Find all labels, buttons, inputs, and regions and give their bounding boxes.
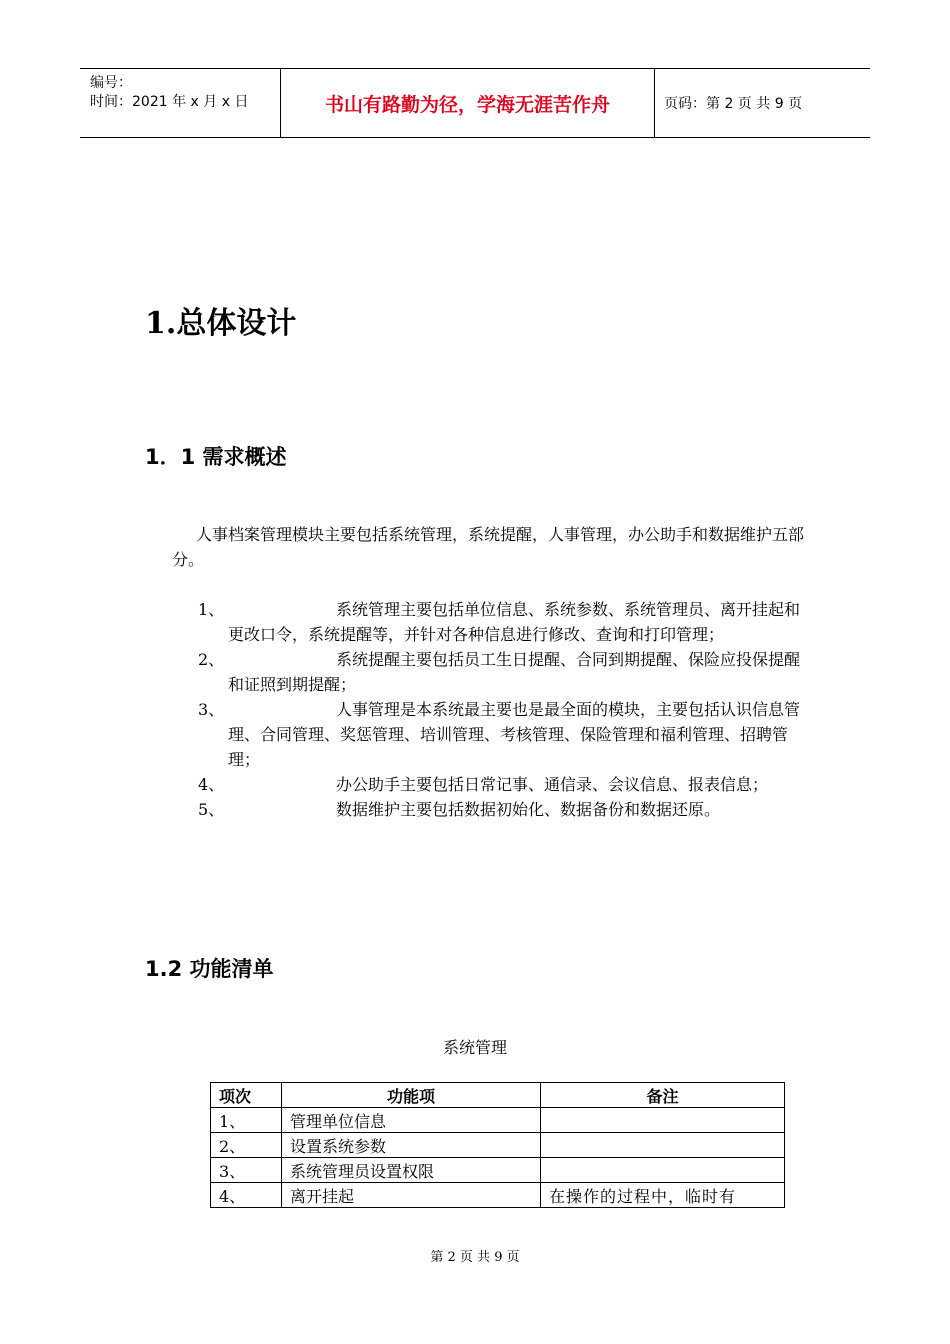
list-item-text: 系统管理主要包括单位信息、系统参数、系统管理员、离开挂起和更改口令，系统提醒等，并针对各种信息进行修改、查询和打印管理； xyxy=(228,600,801,644)
function-table xyxy=(210,1082,785,1208)
table-row xyxy=(211,1183,785,1208)
list-item xyxy=(198,772,812,797)
list-item xyxy=(198,647,812,697)
table-cell: 系统管理员设置权限 xyxy=(282,1158,541,1183)
list-item-text: 人事管理是本系统最主要也是最全面的模块，主要包括认识信息管理、合同管理、奖惩管理、培训管理、考核管理、保险管理和福利管理、招聘管理； xyxy=(228,700,801,769)
list-item-number: 5、 xyxy=(198,800,225,819)
list-item xyxy=(198,697,812,772)
list-item-number: 1、 xyxy=(198,600,225,619)
table-cell xyxy=(541,1133,785,1158)
column-header-remark: 备注 xyxy=(541,1083,785,1108)
list-item-text: 系统提醒主要包括员工生日提醒、合同到期提醒、保险应投保提醒和证照到期提醒； xyxy=(228,650,801,694)
header-page-code: 页码：第 2 页 共 9 页 xyxy=(664,96,803,112)
table-header-row xyxy=(211,1083,785,1108)
table-cell: 离开挂起 xyxy=(282,1183,541,1208)
document-header xyxy=(80,68,870,138)
list-item-text: 数据维护主要包括数据初始化、数据备份和数据还原。 xyxy=(336,800,721,819)
table-cell: 管理单位信息 xyxy=(282,1108,541,1133)
table-row xyxy=(211,1108,785,1133)
table-cell: 1、 xyxy=(211,1108,282,1133)
header-motto: 书山有路勤为径，学海无涯苦作舟 xyxy=(281,69,655,137)
requirements-list xyxy=(198,597,812,822)
list-item-number: 4、 xyxy=(198,775,225,794)
list-item-text: 办公助手主要包括日常记事、通信录、会议信息、报表信息； xyxy=(336,775,769,794)
column-header-index: 项次 xyxy=(211,1083,282,1108)
table-cell: 4、 xyxy=(211,1183,282,1208)
table-caption: 系统管理 xyxy=(442,1038,507,1057)
number-label: 编号： xyxy=(90,75,132,91)
table-row xyxy=(211,1133,785,1158)
table-cell xyxy=(541,1158,785,1183)
table-cell: 设置系统参数 xyxy=(282,1133,541,1158)
list-item xyxy=(198,597,812,647)
section-title-requirements: 1．1 需求概述 xyxy=(145,445,287,469)
section-title-overall-design: 1.总体设计 xyxy=(145,306,297,341)
column-header-function: 功能项 xyxy=(282,1083,541,1108)
table-cell: 在操作的过程中，临时有 xyxy=(541,1183,785,1208)
header-meta-cell xyxy=(80,69,281,137)
list-item-number: 3、 xyxy=(198,700,225,719)
intro-paragraph: 人事档案管理模块主要包括系统管理，系统提醒，人事管理，办公助手和数据维护五部分。 xyxy=(172,525,805,569)
page-footer: 第 2 页 共 9 页 xyxy=(430,1250,520,1265)
table-cell: 2、 xyxy=(211,1133,282,1158)
table-cell xyxy=(541,1108,785,1133)
time-label: 时间：2021 年 x 月 x 日 xyxy=(90,94,249,110)
table-cell: 3、 xyxy=(211,1158,282,1183)
table-row xyxy=(211,1158,785,1183)
section-title-function-list: 1.2 功能清单 xyxy=(145,957,274,981)
list-item xyxy=(198,797,812,822)
list-item-number: 2、 xyxy=(198,650,225,669)
